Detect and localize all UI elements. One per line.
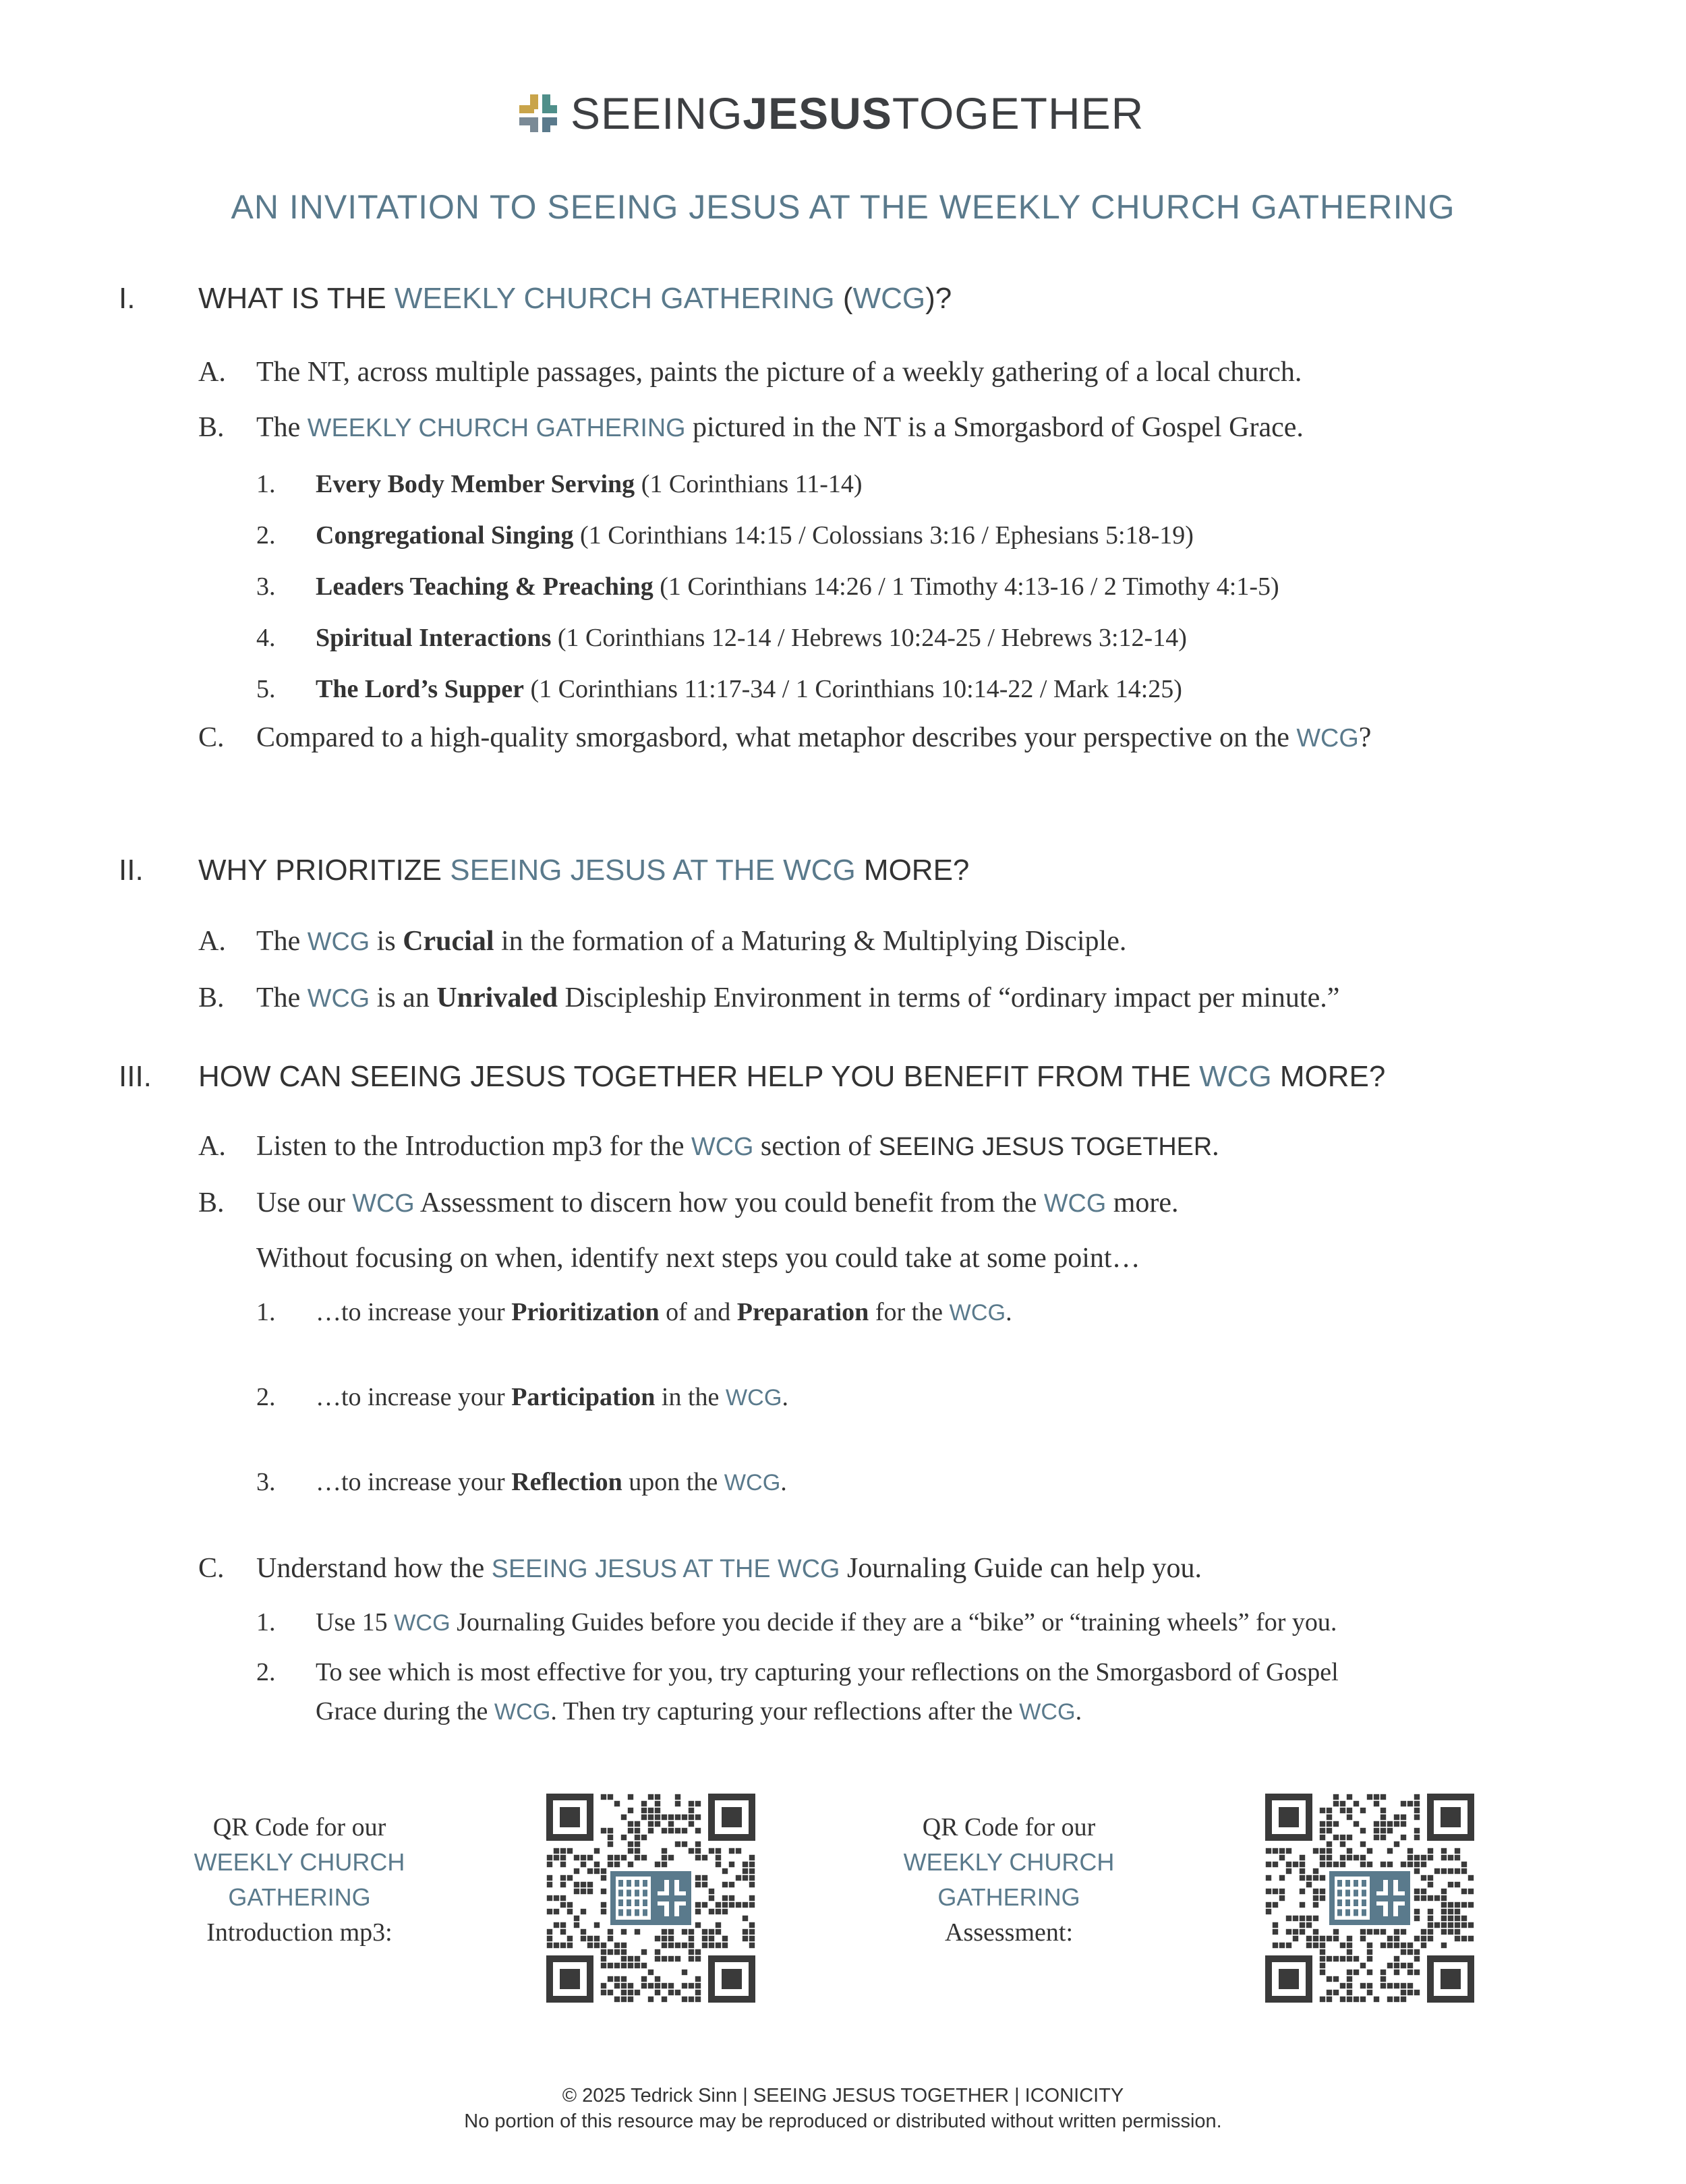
s2-b-text: The WCG is an Unrivaled Discipleship Environment in terms of “ordinary impact per minute.” [256,982,1340,1013]
s3-b-text-line2: Without focusing on when, identify next steps you could take at some point… [256,1243,1140,1274]
s3-a-text: Listen to the Introduction mp3 for the WCG section of SEEING JESUS TOGETHER. [256,1131,1219,1162]
section-3-number: III. [119,1060,152,1093]
qr-code-assessment[interactable] [1265,1794,1474,2003]
s3-b1-text: …to increase your Prioritization of and Preparation for the WCG. [316,1298,1012,1326]
s1-item-number: 5. [256,675,276,703]
s1-c-letter: C. [198,722,225,753]
section-2-heading: WHY PRIORITIZE SEEING JESUS AT THE WCG MORE? [198,854,970,887]
s3-c1-number: 1. [256,1608,276,1636]
s1-item-number: 1. [256,470,276,498]
qr-code-intro-mp3[interactable] [546,1794,755,2003]
s3-b2-text: …to increase your Participation in the WCG. [316,1383,788,1411]
s3-a-letter: A. [198,1131,226,1162]
s3-b3-number: 3. [256,1468,276,1496]
logo-wordmark: SEEINGJESUSTOGETHER [571,88,1144,138]
s1-item-number: 3. [256,572,276,601]
s1-item-number: 4. [256,624,276,652]
footer-notice: No portion of this resource may be reproduced or distributed without written permission. [464,2111,1222,2132]
s3-c2-text: To see which is most effective for you, try capturing your reflections on the Smorgasbord of Gospel [316,1658,1339,1686]
qr-right-label: QR Code for our WEEKLY CHURCH GATHERING Assessment: [903,1813,1115,1947]
s1-item-text: Congregational Singing (1 Corinthians 14:15 / Colossians 3:16 / Ephesians 5:18-19) [316,521,1194,550]
s3-b1-number: 1. [256,1298,276,1326]
s1-item-text: Spiritual Interactions (1 Corinthians 12-14 / Hebrews 10:24-25 / Hebrews 3:12-14) [316,624,1187,652]
s1-item-text: The Lord’s Supper (1 Corinthians 11:17-34 / 1 Corinthians 10:14-22 / Mark 14:25) [316,675,1182,703]
page-title: AN INVITATION TO SEEING JESUS AT THE WEEKLY CHURCH GATHERING [231,188,1455,226]
s3-c-letter: C. [198,1553,225,1584]
s3-c2-number: 2. [256,1658,276,1686]
s1-b-text: The WEEKLY CHURCH GATHERING pictured in the NT is a Smorgasbord of Gospel Grace. [256,412,1304,443]
s1-item-text: Every Body Member Serving (1 Corinthians 11-14) [316,470,863,498]
s1-item-number: 2. [256,521,276,550]
s3-b-letter: B. [198,1187,225,1218]
s1-a-letter: A. [198,357,226,388]
cross-logo-icon [515,90,561,136]
section-3-heading: HOW CAN SEEING JESUS TOGETHER HELP YOU BENEFIT FROM THE WCG MORE? [198,1060,1386,1093]
qr-left-label: QR Code for our WEEKLY CHURCH GATHERING Introduction mp3: [194,1813,405,1947]
s1-item-text: Leaders Teaching & Preaching (1 Corinthians 14:26 / 1 Timothy 4:13-16 / 2 Timothy 4:1-5) [316,572,1279,601]
s1-c-text: Compared to a high-quality smorgasbord, what metaphor describes your perspective on the WCG? [256,722,1372,753]
s3-c1-text: Use 15 WCG Journaling Guides before you decide if they are a “bike” or “training wheels” for you. [316,1608,1337,1636]
s1-b-letter: B. [198,412,225,443]
s3-b2-number: 2. [256,1383,276,1411]
s3-c-text: Understand how the SEEING JESUS AT THE WCG Journaling Guide can help you. [256,1553,1202,1584]
s3-b3-text: …to increase your Reflection upon the WCG. [316,1468,787,1496]
s2-a-text: The WCG is Crucial in the formation of a Maturing & Multiplying Disciple. [256,926,1127,957]
s3-c2-text-line2: Grace during the WCG. Then try capturing your reflections after the WCG. [316,1697,1082,1725]
s2-b-letter: B. [198,982,225,1013]
s1-a-text: The NT, across multiple passages, paints the picture of a weekly gathering of a local church. [256,357,1302,388]
section-2-number: II. [119,854,144,887]
brand-logo [515,89,1144,138]
s2-a-letter: A. [198,926,226,957]
footer-copyright: © 2025 Tedrick Sinn | SEEING JESUS TOGETHER | ICONICITY [562,2085,1124,2106]
section-1-number: I. [119,282,136,315]
s3-b-text: Use our WCG Assessment to discern how you could benefit from the WCG more. [256,1187,1179,1218]
section-1-heading: WHAT IS THE WEEKLY CHURCH GATHERING (WCG)? [198,282,952,315]
